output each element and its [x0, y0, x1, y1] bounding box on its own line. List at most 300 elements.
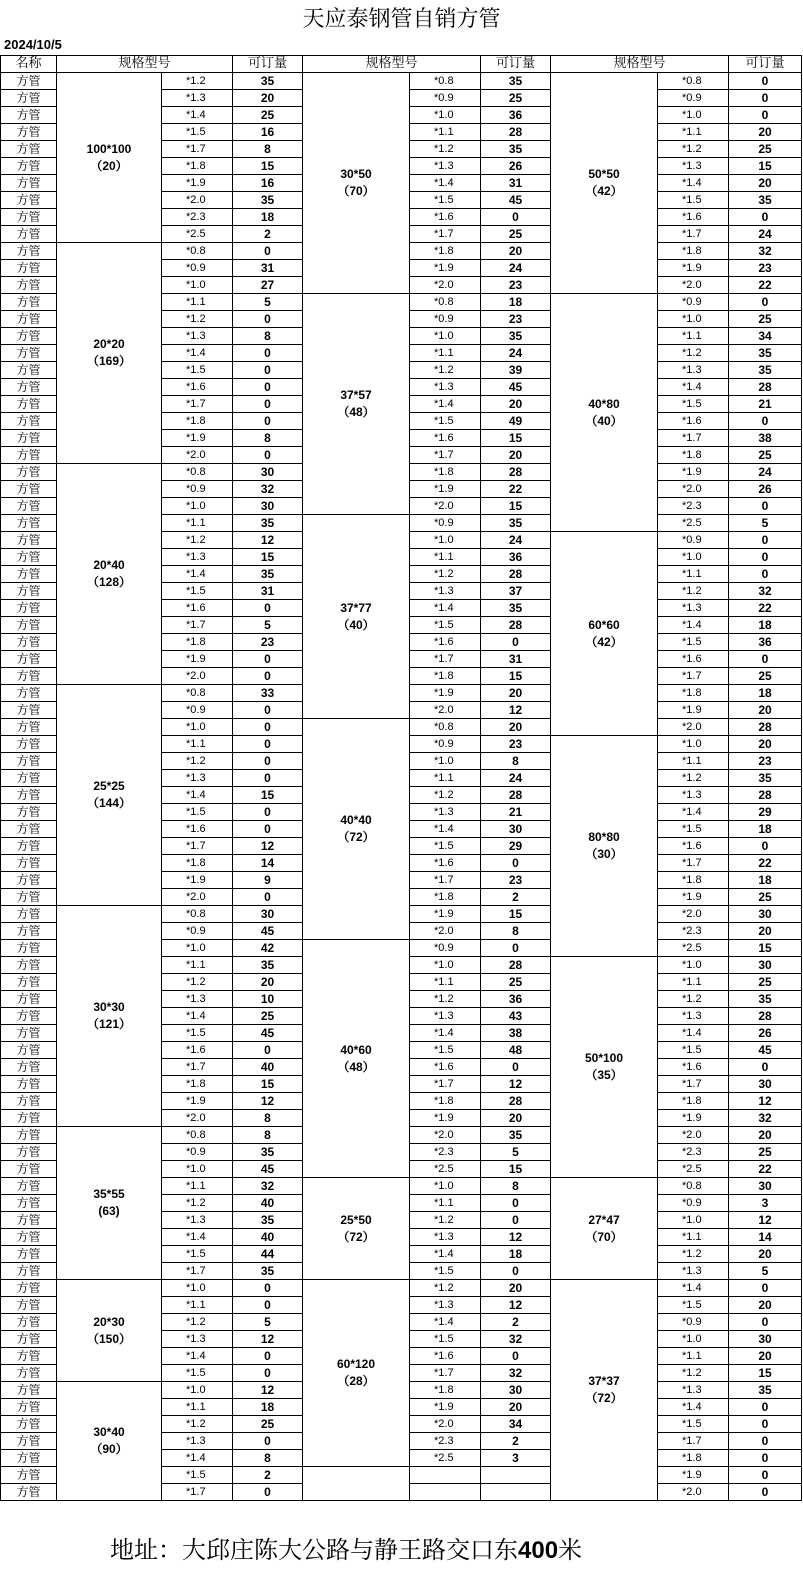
- spec-size: 30*50: [340, 167, 372, 181]
- quantity-cell: 8: [233, 1450, 303, 1467]
- quantity-cell: 5: [233, 617, 303, 634]
- thickness-cell: *1.6: [658, 651, 729, 668]
- row-name: 方管: [0, 124, 57, 141]
- thickness-cell: *1.6: [410, 1059, 481, 1076]
- row-name: 方管: [0, 1110, 57, 1127]
- quantity-cell: 35: [729, 770, 802, 787]
- quantity-cell: 30: [729, 1076, 802, 1093]
- quantity-cell: 0: [729, 90, 802, 107]
- thickness-cell: *1.0: [658, 957, 729, 974]
- quantity-cell: 45: [481, 379, 551, 396]
- thickness-cell: *1.0: [410, 532, 481, 549]
- quantity-cell: 33: [233, 685, 303, 702]
- quantity-cell: 32: [729, 1110, 802, 1127]
- spec-size-cell: [57, 243, 162, 464]
- thickness-cell: *2.0: [410, 277, 481, 294]
- quantity-cell: 28: [481, 1093, 551, 1110]
- thickness-cell: *1.5: [410, 838, 481, 855]
- quantity-cell: 18: [729, 872, 802, 889]
- quantity-cell: 28: [481, 787, 551, 804]
- quantity-cell: 0: [233, 889, 303, 906]
- thickness-cell: *0.8: [162, 243, 233, 260]
- thickness-cell: *1.6: [162, 600, 233, 617]
- quantity-cell: 0: [233, 396, 303, 413]
- thickness-cell: *1.2: [658, 583, 729, 600]
- row-name: 方管: [0, 328, 57, 345]
- thickness-cell: *2.5: [658, 1161, 729, 1178]
- row-name: 方管: [0, 277, 57, 294]
- thickness-cell: *1.3: [162, 991, 233, 1008]
- thickness-cell: *1.4: [410, 1246, 481, 1263]
- quantity-cell: 8: [233, 430, 303, 447]
- thickness-cell: *1.1: [410, 1195, 481, 1212]
- quantity-cell: 28: [481, 464, 551, 481]
- thickness-cell: *1.1: [410, 770, 481, 787]
- quantity-cell: 9: [233, 872, 303, 889]
- quantity-cell: 23: [481, 277, 551, 294]
- row-name: 方管: [0, 1178, 57, 1195]
- quantity-cell: 24: [729, 464, 802, 481]
- thickness-cell: *1.2: [658, 991, 729, 1008]
- quantity-cell: 20: [729, 175, 802, 192]
- spec-size-cell: [303, 73, 410, 294]
- spec-size: 25*50: [340, 1212, 372, 1227]
- thickness-cell: *1.4: [162, 1450, 233, 1467]
- quantity-cell: 18: [233, 1399, 303, 1416]
- thickness-cell: *1.8: [410, 668, 481, 685]
- quantity-cell: 15: [233, 158, 303, 175]
- quantity-cell: 15: [233, 1076, 303, 1093]
- thickness-cell: *0.9: [162, 923, 233, 940]
- row-name: 方管: [0, 753, 57, 770]
- row-name: 方管: [0, 1127, 57, 1144]
- thickness-cell: *2.5: [410, 1450, 481, 1467]
- thickness-cell: *1.3: [410, 379, 481, 396]
- quantity-cell: 25: [729, 668, 802, 685]
- row-name: 方管: [0, 838, 57, 855]
- thickness-cell: *2.5: [658, 940, 729, 957]
- spec-size: 40*80: [588, 396, 620, 411]
- quantity-cell: 0: [233, 447, 303, 464]
- thickness-cell: *1.7: [410, 226, 481, 243]
- quantity-cell: 0: [729, 1467, 802, 1484]
- quantity-cell: 25: [729, 974, 802, 991]
- thickness-cell: *1.3: [658, 1263, 729, 1280]
- thickness-cell: *1.1: [658, 974, 729, 991]
- quantity-cell: 44: [233, 1246, 303, 1263]
- thickness-cell: *2.0: [658, 277, 729, 294]
- row-name: 方管: [0, 294, 57, 311]
- quantity-cell: 36: [481, 549, 551, 566]
- row-name: 方管: [0, 1416, 57, 1433]
- spec-size: 20*20: [93, 337, 125, 351]
- quantity-cell: 16: [233, 124, 303, 141]
- thickness-cell: *1.3: [162, 770, 233, 787]
- quantity-cell: 20: [233, 90, 303, 107]
- spec-size-cell: [551, 532, 658, 736]
- row-name: 方管: [0, 362, 57, 379]
- thickness-cell: *1.9: [162, 1093, 233, 1110]
- thickness-cell: *2.0: [162, 192, 233, 209]
- thickness-cell: *2.0: [410, 498, 481, 515]
- quantity-cell: 35: [729, 345, 802, 362]
- thickness-cell: *2.3: [658, 923, 729, 940]
- thickness-cell: *1.8: [162, 855, 233, 872]
- thickness-cell: *1.4: [658, 1280, 729, 1297]
- quantity-cell: 48: [481, 1042, 551, 1059]
- quantity-cell: 20: [481, 1110, 551, 1127]
- quantity-cell: 30: [233, 906, 303, 923]
- quantity-cell: 2: [481, 1314, 551, 1331]
- quantity-cell: 30: [481, 1382, 551, 1399]
- quantity-cell: 15: [481, 498, 551, 515]
- thickness-cell: *1.2: [162, 1195, 233, 1212]
- thickness-cell: *1.2: [162, 311, 233, 328]
- quantity-cell: 45: [481, 192, 551, 209]
- thickness-cell: *1.1: [162, 294, 233, 311]
- spec-count: （35）: [585, 1068, 623, 1082]
- quantity-cell: 0: [729, 413, 802, 430]
- quantity-cell: 36: [729, 634, 802, 651]
- row-name: 方管: [0, 566, 57, 583]
- spec-size-cell: [57, 906, 162, 1127]
- quantity-cell: 5: [481, 1144, 551, 1161]
- thickness-cell: *0.9: [162, 702, 233, 719]
- thickness-cell: *1.0: [658, 311, 729, 328]
- row-name: 方管: [0, 209, 57, 226]
- header-name: 名称: [0, 55, 57, 73]
- quantity-cell: 20: [729, 736, 802, 753]
- quantity-cell: 35: [481, 600, 551, 617]
- quantity-cell: 45: [729, 1042, 802, 1059]
- spec-size: 50*100: [584, 1051, 624, 1065]
- spec-size-cell: [57, 464, 162, 685]
- thickness-cell: *1.4: [162, 1008, 233, 1025]
- quantity-cell: 2: [233, 1467, 303, 1484]
- spec-count: （48）: [337, 1059, 375, 1074]
- quantity-cell: 35: [481, 515, 551, 532]
- quantity-cell: 26: [729, 481, 802, 498]
- spec-size: 80*80: [588, 830, 620, 844]
- spec-size-cell: [551, 736, 658, 957]
- spec-count: （72）: [337, 1229, 375, 1244]
- thickness-cell: *1.3: [162, 1331, 233, 1348]
- thickness-cell: *1.2: [162, 532, 233, 549]
- thickness-cell: *1.3: [658, 362, 729, 379]
- thickness-cell: *1.2: [658, 1246, 729, 1263]
- quantity-cell: 0: [233, 668, 303, 685]
- quantity-cell: 35: [233, 957, 303, 974]
- quantity-cell: 32: [729, 243, 802, 260]
- quantity-cell: 23: [481, 736, 551, 753]
- quantity-cell: 0: [233, 1484, 303, 1501]
- quantity-cell: 0: [729, 294, 802, 311]
- quantity-cell: 20: [233, 974, 303, 991]
- thickness-cell: *1.4: [410, 396, 481, 413]
- quantity-cell: 18: [729, 617, 802, 634]
- row-name: 方管: [0, 413, 57, 430]
- quantity-cell: 34: [481, 1416, 551, 1433]
- row-name: 方管: [0, 175, 57, 192]
- thickness-cell: *1.4: [162, 1348, 233, 1365]
- quantity-cell: 15: [729, 940, 802, 957]
- thickness-cell: *1.9: [410, 906, 481, 923]
- thickness-cell: *1.0: [162, 277, 233, 294]
- quantity-cell: 20: [729, 923, 802, 940]
- quantity-cell: 20: [481, 1280, 551, 1297]
- quantity-cell: 30: [729, 1331, 802, 1348]
- quantity-cell: 12: [233, 838, 303, 855]
- quantity-cell: 29: [729, 804, 802, 821]
- thickness-cell: *1.3: [410, 804, 481, 821]
- row-name: 方管: [0, 1331, 57, 1348]
- row-name: 方管: [0, 957, 57, 974]
- spec-size-cell: [57, 1280, 162, 1382]
- quantity-cell: 0: [729, 1433, 802, 1450]
- spec-count: （48）: [337, 405, 375, 419]
- thickness-cell: *1.3: [658, 787, 729, 804]
- quantity-cell: 8: [233, 1110, 303, 1127]
- row-name: 方管: [0, 345, 57, 362]
- quantity-cell: 0: [481, 1263, 551, 1280]
- thickness-cell: *1.8: [658, 1093, 729, 1110]
- thickness-cell: *0.9: [410, 736, 481, 753]
- quantity-cell: 20: [481, 243, 551, 260]
- thickness-cell: *1.0: [658, 549, 729, 566]
- quantity-cell: 32: [233, 481, 303, 498]
- quantity-cell: 30: [729, 906, 802, 923]
- spec-size: 37*77: [340, 600, 372, 615]
- thickness-cell: *1.7: [658, 226, 729, 243]
- row-name: 方管: [0, 311, 57, 328]
- quantity-cell: 0: [729, 838, 802, 855]
- thickness-cell: *1.7: [410, 872, 481, 889]
- row-name: 方管: [0, 226, 57, 243]
- row-name: 方管: [0, 906, 57, 923]
- thickness-cell: *1.6: [410, 1348, 481, 1365]
- quantity-cell: 0: [233, 651, 303, 668]
- quantity-cell: 38: [729, 430, 802, 447]
- quantity-cell: 24: [729, 226, 802, 243]
- thickness-cell: *1.1: [658, 328, 729, 345]
- quantity-cell: 35: [729, 991, 802, 1008]
- thickness-cell: *1.4: [658, 175, 729, 192]
- quantity-cell: 0: [729, 1484, 802, 1501]
- quantity-cell: 0: [729, 1416, 802, 1433]
- header-qty: 可订量: [481, 55, 551, 73]
- quantity-cell: 25: [481, 90, 551, 107]
- quantity-cell: 8: [233, 328, 303, 345]
- thickness-cell: *1.3: [410, 158, 481, 175]
- thickness-cell: *0.9: [162, 260, 233, 277]
- quantity-cell: 32: [481, 1331, 551, 1348]
- spec-size-cell: [551, 1280, 658, 1501]
- spec-size: 60*120: [336, 1357, 376, 1371]
- quantity-cell: 0: [481, 1195, 551, 1212]
- thickness-cell: *0.8: [658, 73, 729, 90]
- quantity-cell: 23: [233, 634, 303, 651]
- thickness-cell: *1.8: [410, 1382, 481, 1399]
- row-name: 方管: [0, 685, 57, 702]
- thickness-cell: *1.0: [410, 328, 481, 345]
- thickness-cell: *1.4: [162, 1229, 233, 1246]
- row-name: 方管: [0, 1008, 57, 1025]
- row-name: 方管: [0, 464, 57, 481]
- row-name: 方管: [0, 1042, 57, 1059]
- quantity-cell: 23: [729, 260, 802, 277]
- quantity-cell: 25: [729, 889, 802, 906]
- thickness-cell: *1.9: [658, 702, 729, 719]
- thickness-cell: *1.5: [410, 1042, 481, 1059]
- date-label: 2024/10/5: [4, 37, 62, 52]
- thickness-cell: *1.9: [410, 685, 481, 702]
- quantity-cell: 8: [233, 141, 303, 158]
- quantity-cell: 0: [729, 209, 802, 226]
- thickness-cell: *0.8: [410, 294, 481, 311]
- spec-size-cell: [57, 1127, 162, 1280]
- quantity-cell: 15: [729, 158, 802, 175]
- row-name: 方管: [0, 158, 57, 175]
- row-name: 方管: [0, 991, 57, 1008]
- row-name: 方管: [0, 736, 57, 753]
- row-name: 方管: [0, 1093, 57, 1110]
- thickness-cell: *1.9: [162, 651, 233, 668]
- quantity-cell: 35: [481, 141, 551, 158]
- thickness-cell: *1.2: [658, 345, 729, 362]
- thickness-cell: [410, 1484, 481, 1501]
- thickness-cell: *1.5: [410, 617, 481, 634]
- thickness-cell: *1.3: [410, 1008, 481, 1025]
- quantity-cell: 15: [481, 668, 551, 685]
- quantity-cell: 38: [481, 1025, 551, 1042]
- quantity-cell: 0: [233, 1280, 303, 1297]
- thickness-cell: *1.3: [658, 1008, 729, 1025]
- thickness-cell: *1.3: [410, 583, 481, 600]
- thickness-cell: *1.3: [410, 1297, 481, 1314]
- quantity-cell: 12: [729, 1212, 802, 1229]
- quantity-cell: 0: [481, 634, 551, 651]
- thickness-cell: *0.9: [162, 481, 233, 498]
- thickness-cell: *1.5: [410, 192, 481, 209]
- quantity-cell: 35: [729, 192, 802, 209]
- thickness-cell: *1.1: [162, 1297, 233, 1314]
- quantity-cell: 20: [729, 702, 802, 719]
- quantity-cell: 0: [729, 532, 802, 549]
- thickness-cell: *1.2: [410, 991, 481, 1008]
- quantity-cell: 23: [481, 311, 551, 328]
- quantity-cell: 36: [481, 991, 551, 1008]
- thickness-cell: *1.1: [162, 736, 233, 753]
- quantity-cell: 35: [729, 1382, 802, 1399]
- thickness-cell: *1.2: [658, 770, 729, 787]
- row-name: 方管: [0, 1059, 57, 1076]
- row-name: 方管: [0, 1076, 57, 1093]
- row-name: 方管: [0, 260, 57, 277]
- quantity-cell: 5: [233, 1314, 303, 1331]
- address-number: 400: [518, 1537, 559, 1564]
- thickness-cell: *1.2: [410, 787, 481, 804]
- thickness-cell: *0.8: [410, 719, 481, 736]
- spec-size-cell: [303, 940, 410, 1178]
- thickness-cell: *2.0: [658, 719, 729, 736]
- quantity-cell: 26: [481, 158, 551, 175]
- quantity-cell: 35: [233, 73, 303, 90]
- quantity-cell: 0: [233, 1433, 303, 1450]
- thickness-cell: *1.8: [410, 889, 481, 906]
- spec-size-cell: [57, 73, 162, 243]
- thickness-cell: *0.9: [658, 1195, 729, 1212]
- thickness-cell: *1.7: [410, 447, 481, 464]
- quantity-cell: 28: [729, 787, 802, 804]
- quantity-cell: 0: [481, 1348, 551, 1365]
- thickness-cell: *1.5: [162, 1025, 233, 1042]
- thickness-cell: *2.0: [162, 1110, 233, 1127]
- row-name: 方管: [0, 787, 57, 804]
- thickness-cell: *1.1: [410, 549, 481, 566]
- quantity-cell: 35: [233, 1263, 303, 1280]
- quantity-cell: 35: [233, 1144, 303, 1161]
- row-name: 方管: [0, 430, 57, 447]
- thickness-cell: *1.1: [162, 515, 233, 532]
- quantity-cell: 45: [233, 923, 303, 940]
- quantity-cell: 5: [233, 294, 303, 311]
- thickness-cell: *1.0: [410, 1178, 481, 1195]
- spec-count: （28）: [337, 1374, 375, 1388]
- quantity-cell: 22: [729, 855, 802, 872]
- thickness-cell: *1.5: [162, 1365, 233, 1382]
- quantity-cell: 32: [233, 1178, 303, 1195]
- quantity-cell: 18: [481, 294, 551, 311]
- spec-size-cell: [551, 294, 658, 532]
- quantity-cell: 2: [233, 226, 303, 243]
- spec-size-cell: [303, 294, 410, 515]
- row-name: 方管: [0, 447, 57, 464]
- thickness-cell: *1.5: [162, 362, 233, 379]
- quantity-cell: 28: [729, 719, 802, 736]
- thickness-cell: *1.9: [410, 1399, 481, 1416]
- row-name: 方管: [0, 396, 57, 413]
- thickness-cell: *0.9: [658, 90, 729, 107]
- quantity-cell: 0: [729, 651, 802, 668]
- thickness-cell: *1.0: [658, 736, 729, 753]
- quantity-cell: 0: [481, 1059, 551, 1076]
- thickness-cell: *1.8: [658, 872, 729, 889]
- quantity-cell: 22: [729, 1161, 802, 1178]
- spec-count: （121）: [86, 1017, 132, 1031]
- thickness-cell: *1.7: [162, 396, 233, 413]
- spec-size: 30*30: [93, 1000, 125, 1014]
- thickness-cell: *1.5: [410, 413, 481, 430]
- spec-count: （90）: [90, 1442, 128, 1456]
- quantity-cell: 8: [481, 753, 551, 770]
- thickness-cell: *2.3: [162, 209, 233, 226]
- thickness-cell: *0.9: [410, 515, 481, 532]
- thickness-cell: *1.1: [658, 1229, 729, 1246]
- row-name: 方管: [0, 107, 57, 124]
- row-name: 方管: [0, 923, 57, 940]
- quantity-cell: 40: [233, 1195, 303, 1212]
- thickness-cell: *1.4: [658, 1025, 729, 1042]
- thickness-cell: *1.9: [410, 481, 481, 498]
- row-name: 方管: [0, 1365, 57, 1382]
- thickness-cell: *1.6: [658, 413, 729, 430]
- row-name: 方管: [0, 1212, 57, 1229]
- quantity-cell: 0: [233, 413, 303, 430]
- quantity-cell: 20: [729, 1246, 802, 1263]
- row-name: 方管: [0, 73, 57, 90]
- quantity-cell: 12: [233, 532, 303, 549]
- row-name: 方管: [0, 651, 57, 668]
